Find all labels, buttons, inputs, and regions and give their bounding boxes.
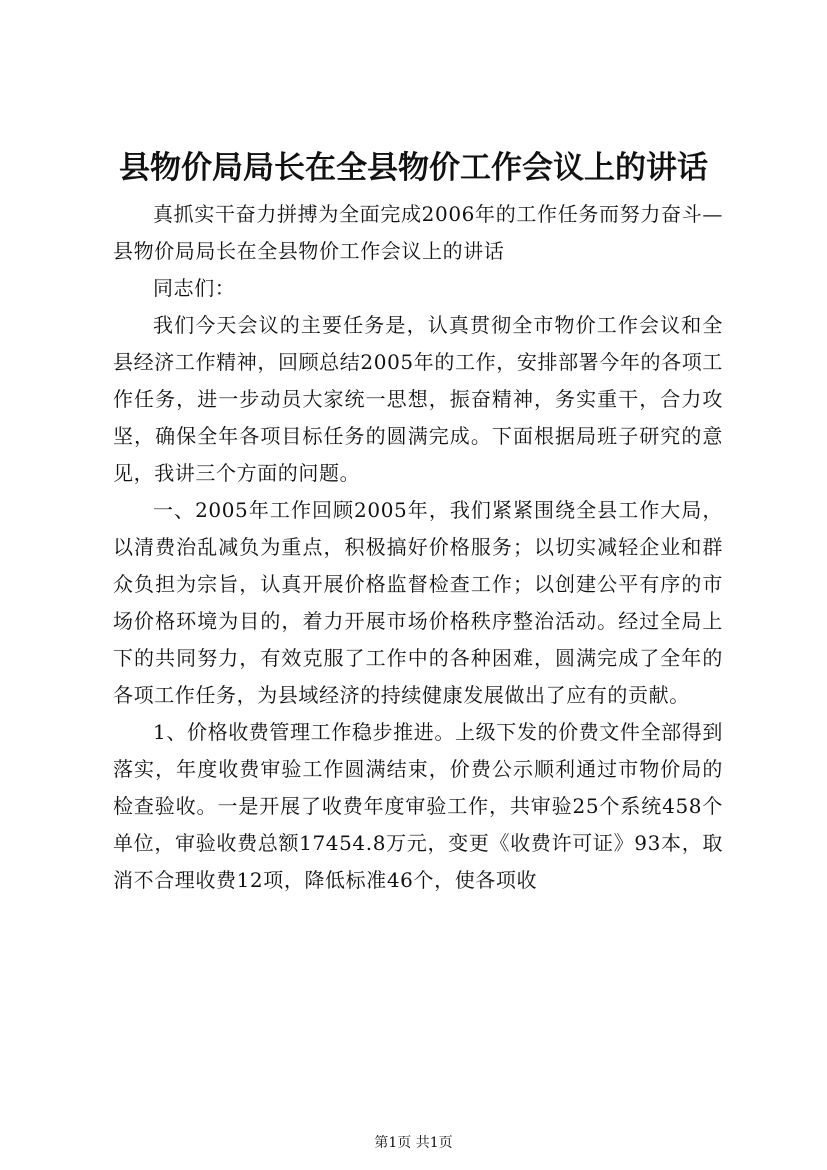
page-footer: 第1页 共1页 [374,1135,453,1151]
document-title: 县物价局局长在全县物价工作会议上的讲话 [119,150,708,186]
paragraph-subtitle: 真抓实干奋力拼搏为全面完成2006年的工作任务而努力奋斗—县物价局局长在全县物价工作会议上的讲话 [113,202,723,263]
paragraph-salutation: 同志们： [153,276,236,300]
document-body [113,196,723,899]
paragraph-intro: 我们今天会议的主要任务是，认真贯彻全市物价工作会议和全县经济工作精神，回顾总结2005年的工作，安排部署今年的各项工作任务，进一步动员大家统一思想，振奋精神，务实重干，合力攻坚，确保全年各项目标任务的圆满完成。下面根据局班子研究的意见，我讲三个方面的问题。 [113,313,723,485]
paragraph-item-1: 1、价格收费管理工作稳步推进。上级下发的价费文件全部得到落实，年度收费审验工作圆满结束，价费公示顺利通过市物价局的检查验收。一是开展了收费年度审验工作，共审验25个系统458个单位，审验收费总额17454.8万元，变更《收费许可证》93本，取消不合理收费12项，降低标准46个，使各项收 [113,720,723,892]
paragraph-review: 一、2005年工作回顾2005年，我们紧紧围绕全县工作大局，以清费治乱减负为重点，积极搞好价格服务；以切实减轻企业和群众负担为宗旨，认真开展价格监督检查工作；以创建公平有序的市场价格环境为目的，着力开展市场价格秩序整治活动。经过全局上下的共同努力，有效克服了工作中的各种困难，圆满完成了全年的各项工作任务，为县域经济的持续健康发展做出了应有的贡献。 [113,498,723,707]
